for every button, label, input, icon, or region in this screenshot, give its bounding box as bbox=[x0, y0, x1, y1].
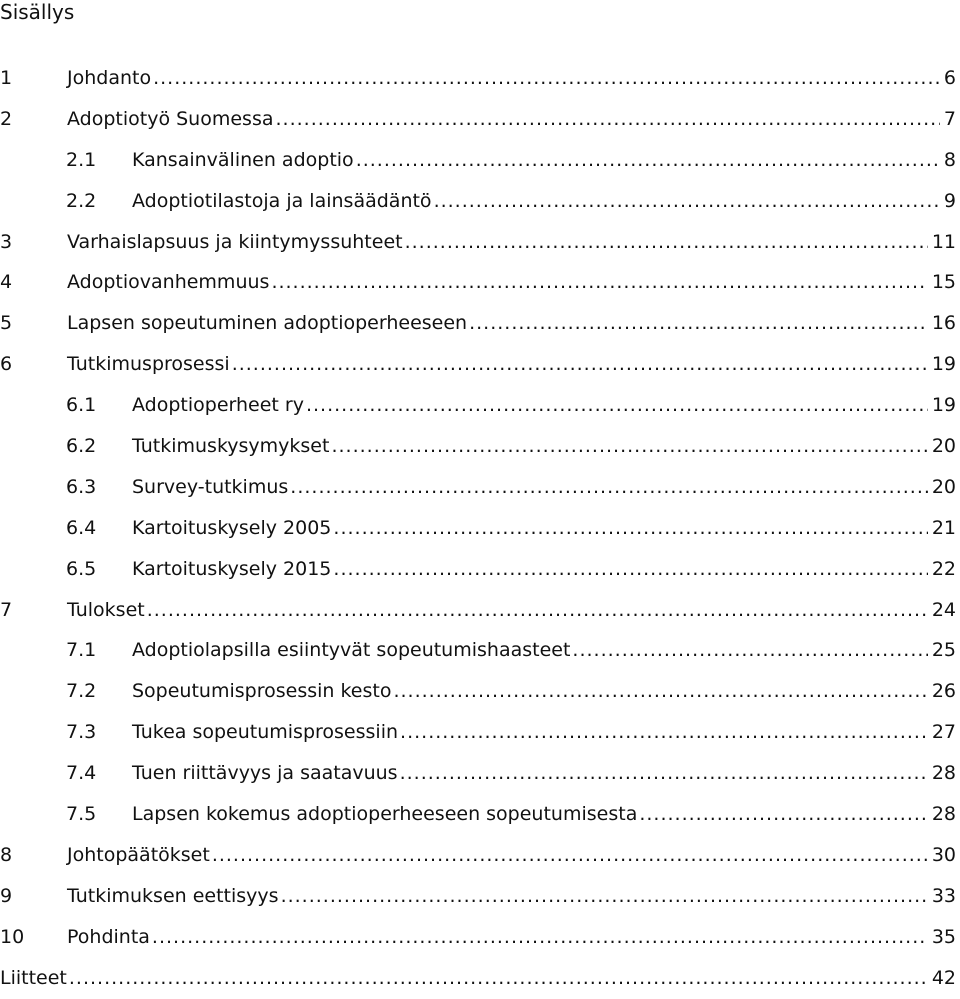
toc-dot-leader bbox=[356, 140, 940, 181]
toc-dot-leader bbox=[333, 549, 927, 590]
toc-entry-number: 3 bbox=[0, 230, 13, 253]
toc-entry-number: 7.1 bbox=[66, 639, 97, 662]
toc-entry-page-number: 8 bbox=[943, 148, 956, 171]
toc-entry-number: 2.2 bbox=[66, 189, 97, 212]
toc-dot-leader bbox=[331, 426, 927, 467]
toc-entry-number: 8 bbox=[0, 843, 13, 866]
toc-entry-number: 6.1 bbox=[66, 394, 97, 417]
toc-entry-page-number: 19 bbox=[931, 394, 956, 417]
toc-entry-title: Kansainvälinen adoptio bbox=[132, 148, 354, 171]
toc-entry-title: Adoptiotilastoja ja lainsäädäntö bbox=[132, 189, 432, 212]
toc-dot-leader bbox=[290, 467, 928, 508]
toc-entry-title: Lapsen kokemus adoptioperheeseen sopeutumisesta bbox=[132, 803, 638, 826]
toc-entry[interactable] bbox=[0, 958, 956, 999]
toc-entry-page-number: 26 bbox=[931, 680, 956, 703]
toc-entry-title: Kartoituskysely 2005 bbox=[132, 516, 332, 539]
toc-entry[interactable] bbox=[0, 753, 956, 794]
toc-entry-page-number: 30 bbox=[931, 843, 956, 866]
toc-entry[interactable] bbox=[0, 181, 956, 222]
toc-entry-number: 7.3 bbox=[66, 721, 97, 744]
toc-entry[interactable] bbox=[0, 58, 956, 99]
toc-dot-leader bbox=[469, 303, 928, 344]
toc-entry-number: 2 bbox=[0, 107, 13, 130]
toc-dot-leader bbox=[434, 181, 940, 222]
toc-entry-page-number: 16 bbox=[931, 312, 956, 335]
toc-dot-leader bbox=[152, 917, 928, 958]
toc-entry-page-number: 22 bbox=[931, 557, 956, 580]
toc-entry[interactable] bbox=[0, 549, 956, 590]
toc-entry-number: 1 bbox=[0, 67, 13, 89]
toc-entry-page-number: 28 bbox=[931, 762, 956, 785]
toc-entry-title: Tulokset bbox=[67, 598, 145, 621]
toc-entry[interactable] bbox=[0, 262, 956, 303]
toc-entry[interactable] bbox=[0, 835, 956, 876]
toc-entry[interactable] bbox=[0, 467, 956, 508]
toc-entry-title: Tutkimuksen eettisyys bbox=[67, 884, 279, 907]
toc-entry-number: 5 bbox=[0, 312, 13, 335]
toc-entry[interactable] bbox=[0, 99, 956, 140]
toc-dot-leader bbox=[306, 385, 928, 426]
toc-entry-number: 6.5 bbox=[66, 557, 97, 580]
toc-dot-leader bbox=[400, 712, 928, 753]
toc-entry-title: Adoptiolapsilla esiintyvät sopeutumishaasteet bbox=[132, 639, 571, 662]
toc-entry-number: 7.4 bbox=[66, 762, 97, 785]
toc-entry-number: 7 bbox=[0, 598, 13, 621]
toc-entry[interactable] bbox=[0, 222, 956, 263]
toc-entry-title: Liitteet bbox=[0, 966, 67, 989]
toc-entry-page-number: 19 bbox=[931, 353, 956, 376]
toc-entry-title: Tutkimusprosessi bbox=[67, 353, 230, 376]
toc-entry-number: 6 bbox=[0, 353, 13, 376]
toc-entry-title: Pohdinta bbox=[67, 925, 150, 948]
toc-entry[interactable] bbox=[0, 794, 956, 835]
toc-entry[interactable] bbox=[0, 508, 956, 549]
toc-entry-page-number: 42 bbox=[931, 966, 956, 989]
toc-entry-page-number: 11 bbox=[931, 230, 956, 253]
toc-entry-number: 7.2 bbox=[66, 680, 97, 703]
toc-entry-title: Adoptiovanhemmuus bbox=[67, 271, 270, 294]
toc-entry-page-number: 9 bbox=[943, 189, 956, 212]
toc-entry-title: Johtopäätökset bbox=[67, 843, 210, 866]
toc-entry-page-number: 35 bbox=[931, 925, 956, 948]
toc-entry-page-number: 6 bbox=[943, 67, 956, 89]
toc-entry-page-number: 21 bbox=[931, 516, 956, 539]
toc-dot-leader bbox=[639, 794, 927, 835]
toc-dot-leader bbox=[572, 630, 927, 671]
toc-entry-page-number: 25 bbox=[931, 639, 956, 662]
toc-dot-leader bbox=[400, 753, 928, 794]
toc-dot-leader bbox=[393, 671, 927, 712]
toc-entry[interactable] bbox=[0, 426, 956, 467]
toc-dot-leader bbox=[147, 590, 928, 631]
toc-entry-title: Adoptioperheet ry bbox=[132, 394, 304, 417]
toc-entry[interactable] bbox=[0, 712, 956, 753]
toc-entry[interactable] bbox=[0, 303, 956, 344]
toc-entry[interactable] bbox=[0, 344, 956, 385]
table-of-contents bbox=[0, 58, 956, 998]
toc-entry-number: 7.5 bbox=[66, 803, 97, 826]
toc-entry-title: Johdanto bbox=[67, 67, 152, 89]
toc-entry-number: 4 bbox=[0, 271, 13, 294]
toc-entry-number: 6.3 bbox=[66, 475, 97, 498]
toc-entry-title: Survey-tutkimus bbox=[132, 475, 289, 498]
toc-dot-leader bbox=[153, 58, 940, 99]
toc-entry-number: 2.1 bbox=[66, 148, 97, 171]
toc-entry-number: 6.4 bbox=[66, 516, 97, 539]
toc-entry[interactable] bbox=[0, 876, 956, 917]
toc-entry-page-number: 28 bbox=[931, 803, 956, 826]
toc-entry-title: Kartoituskysely 2015 bbox=[132, 557, 332, 580]
toc-entry[interactable] bbox=[0, 140, 956, 181]
toc-heading: Sisällys bbox=[0, 0, 75, 24]
toc-dot-leader bbox=[405, 222, 928, 263]
toc-entry[interactable] bbox=[0, 590, 956, 631]
toc-entry-title: Tuen riittävyys ja saatavuus bbox=[132, 762, 398, 785]
toc-entry-page-number: 20 bbox=[931, 435, 956, 458]
toc-entry-title: Lapsen sopeutuminen adoptioperheeseen bbox=[67, 312, 468, 335]
toc-dot-leader bbox=[232, 344, 928, 385]
toc-dot-leader bbox=[281, 876, 928, 917]
toc-entry-page-number: 20 bbox=[931, 475, 956, 498]
toc-entry[interactable] bbox=[0, 630, 956, 671]
toc-entry[interactable] bbox=[0, 917, 956, 958]
toc-entry-number: 6.2 bbox=[66, 435, 97, 458]
toc-entry-title: Adoptiotyö Suomessa bbox=[67, 107, 274, 130]
toc-entry-number: 10 bbox=[0, 925, 25, 948]
toc-entry-title: Tutkimuskysymykset bbox=[132, 435, 330, 458]
toc-entry-page-number: 33 bbox=[931, 884, 956, 907]
toc-dot-leader bbox=[69, 958, 928, 999]
toc-entry-number: 9 bbox=[0, 884, 13, 907]
toc-entry-title: Sopeutumisprosessin kesto bbox=[132, 680, 392, 703]
toc-entry-title: Varhaislapsuus ja kiintymyssuhteet bbox=[67, 230, 403, 253]
toc-entry-page-number: 24 bbox=[931, 598, 956, 621]
toc-dot-leader bbox=[276, 99, 940, 140]
toc-entry[interactable] bbox=[0, 671, 956, 712]
toc-dot-leader bbox=[333, 508, 927, 549]
toc-dot-leader bbox=[212, 835, 928, 876]
toc-entry[interactable] bbox=[0, 385, 956, 426]
toc-entry-page-number: 7 bbox=[943, 107, 956, 130]
toc-entry-title: Tukea sopeutumisprosessiin bbox=[132, 721, 399, 744]
toc-entry-page-number: 15 bbox=[931, 271, 956, 294]
toc-dot-leader bbox=[271, 262, 927, 303]
toc-entry-page-number: 27 bbox=[931, 721, 956, 744]
